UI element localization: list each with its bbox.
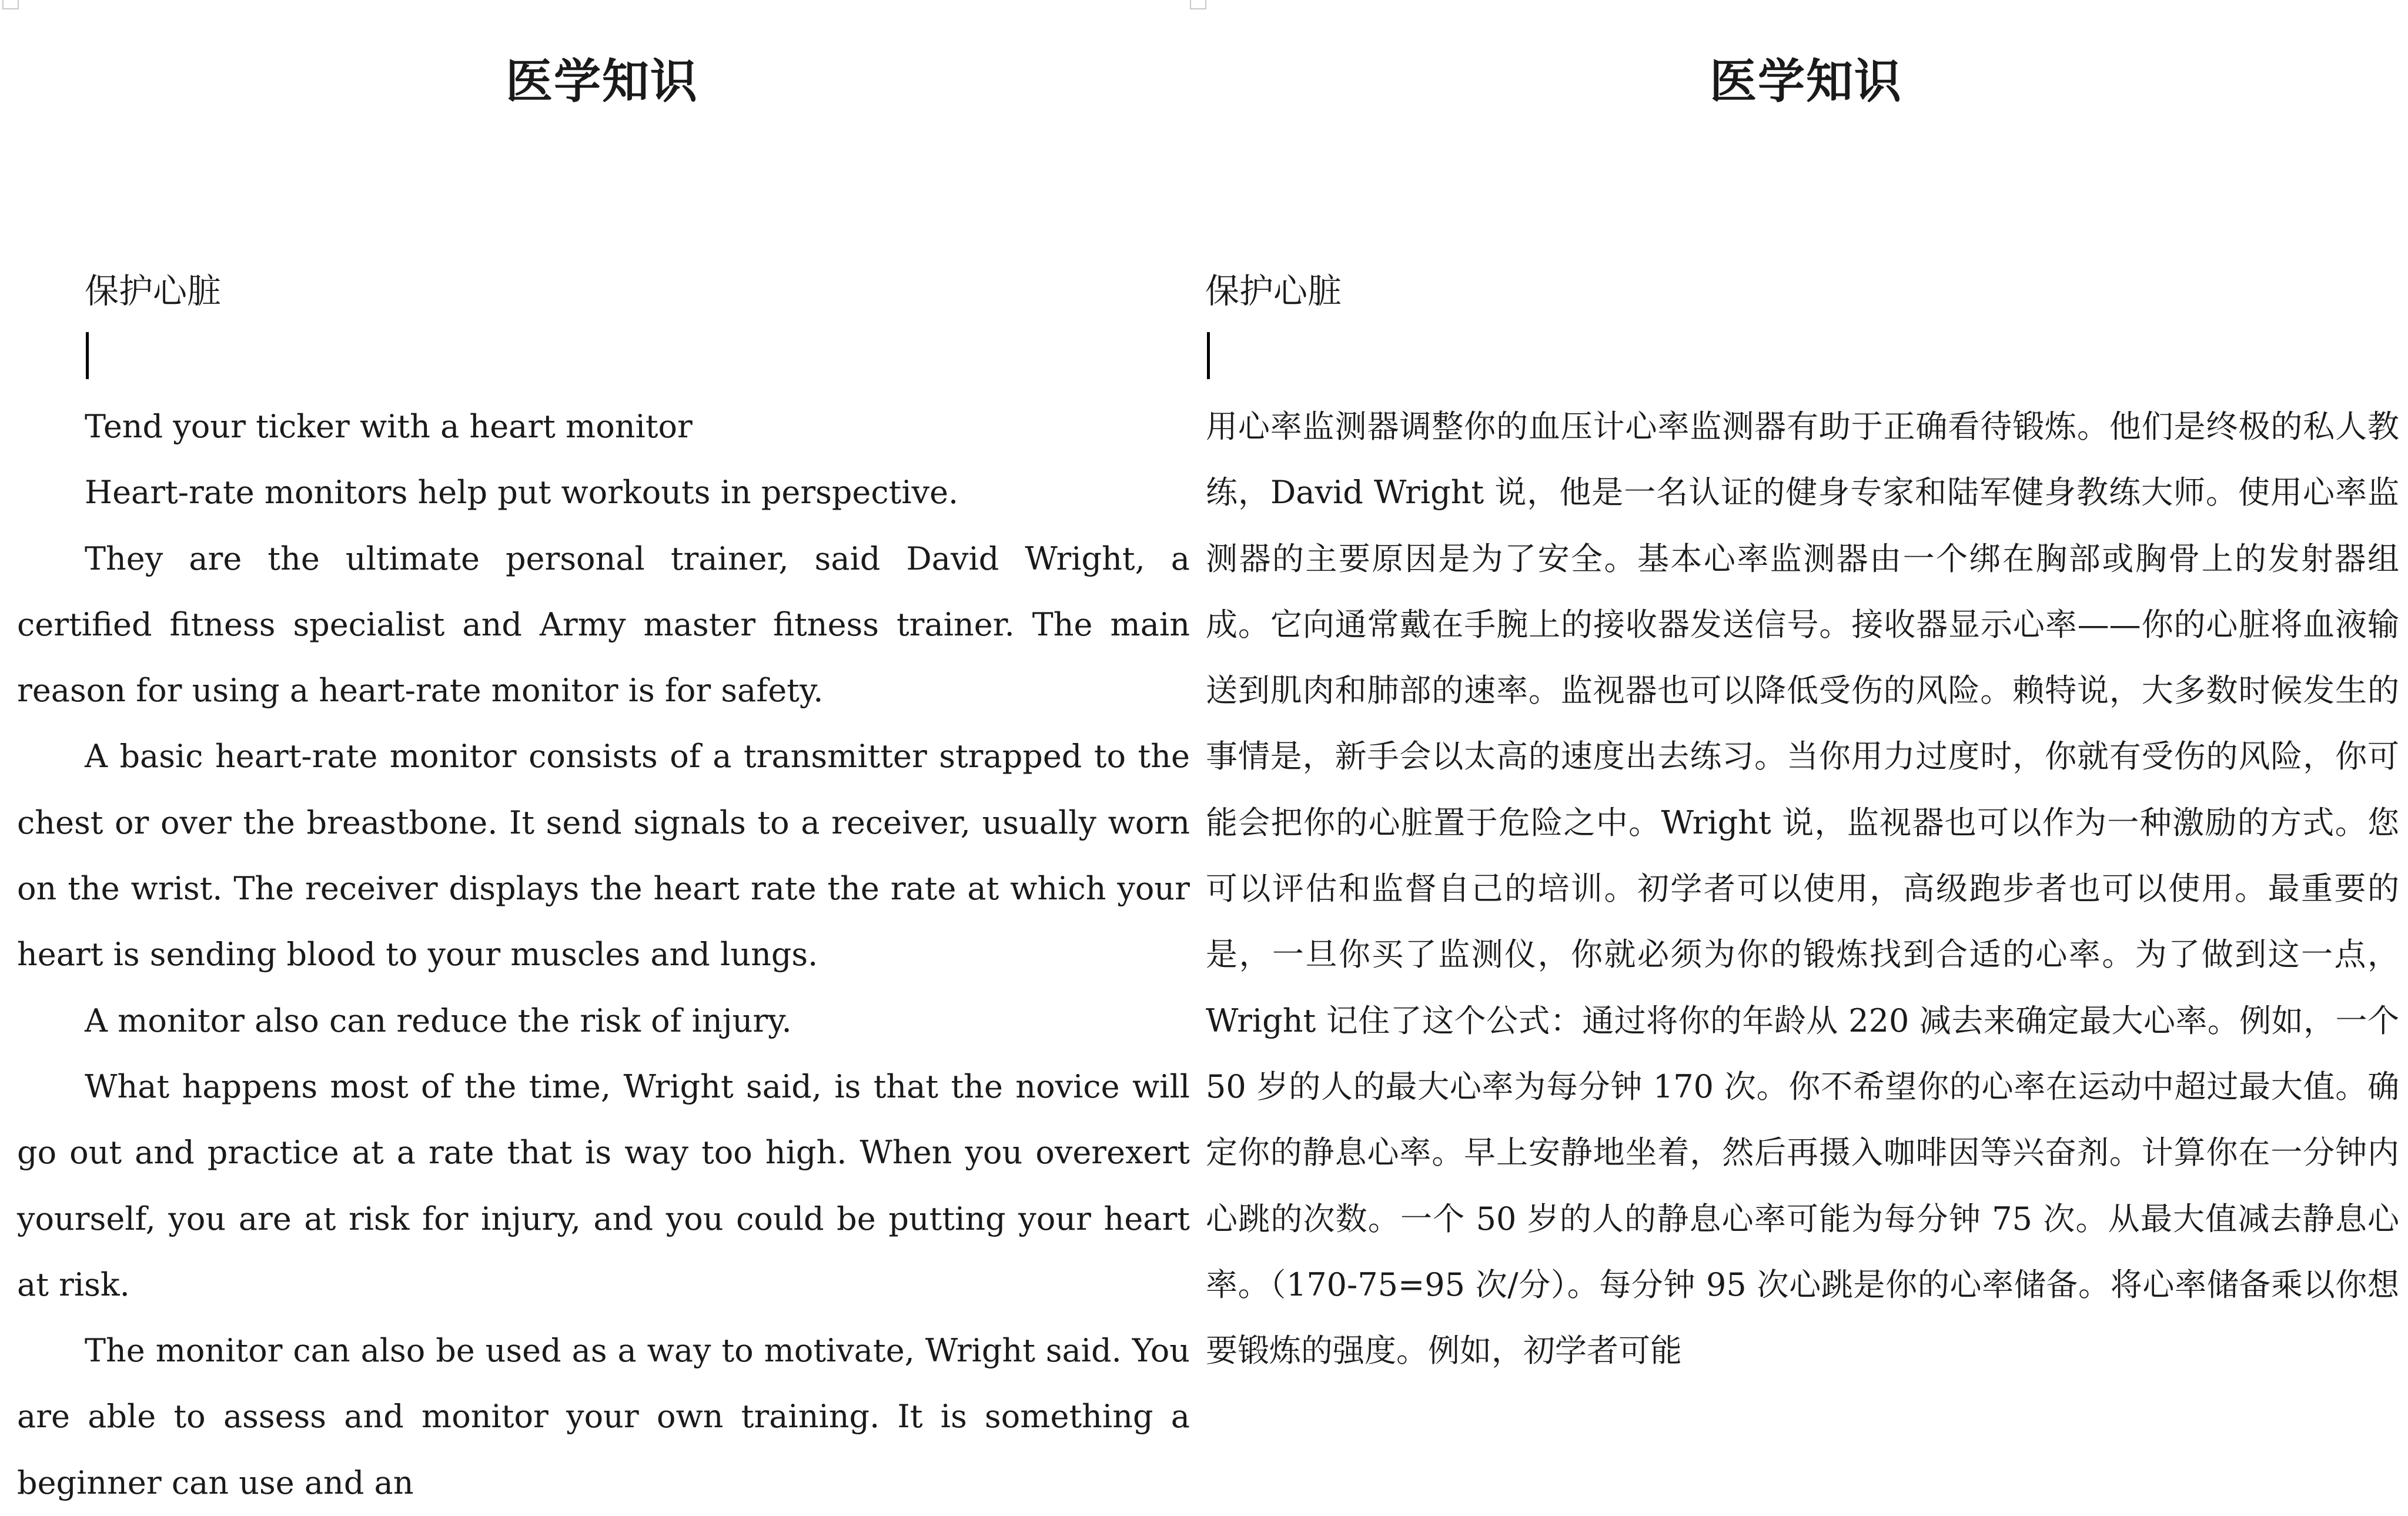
page-subtitle: 保护心脏 [85, 271, 222, 311]
paragraph: Heart-rate monitors help put workouts in perspective. [85, 474, 959, 511]
text-cursor [86, 332, 89, 379]
paragraph: What happens most of the time, Wright said, is that the novice will go out and practice at a rate that is way too high. When you overexert yourself, you are at risk for injury, and you could be putting your heart at risk. [17, 1067, 1190, 1303]
left-page [0, 0, 1204, 1501]
document-body[interactable] [1206, 394, 2399, 1384]
paragraph: They are the ultimate personal trainer, said David Wright, a certified fitness specialist and Army master fitness trainer. The main reason for using a heart-rate monitor is for safety. [17, 540, 1190, 710]
paragraph: A monitor also can reduce the risk of injury. [85, 1002, 792, 1039]
document-body[interactable] [17, 394, 1190, 1516]
page-title: 医学知识 [1710, 53, 1902, 109]
paragraph: Tend your ticker with a heart monitor [85, 408, 693, 445]
paragraph: A basic heart-rate monitor consists of a transmitter strapped to the chest or over the breastbone. It send signals to a receiver, usually worn on the wrist. The receiver displays the heart rate the rate at which your heart is sending blood to your muscles and lungs. [17, 738, 1190, 973]
text-cursor [1207, 332, 1210, 379]
right-page [1204, 0, 2408, 1370]
page-corner-mark [2, 0, 19, 9]
page-title: 医学知识 [506, 53, 698, 109]
page-corner-mark [1190, 0, 1206, 9]
page-subtitle: 保护心脏 [1205, 271, 1342, 311]
paragraph: The monitor can also be used as a way to motivate, Wright said. You are able to assess and monitor your own training. It is something a beginner can use and an [17, 1332, 1190, 1501]
paragraph: 用心率监测器调整你的血压计心率监测器有助于正确看待锻炼。他们是终极的私人教练，David Wright 说，他是一名认证的健身专家和陆军健身教练大师。使用心率监测器的主要原因是为了安全。基本心率监测器由一个绑在胸部或胸骨上的发射器组成。它向通常戴在手腕上的接收器发送信号。接收器显示心率——你的心脏将血液输送到肌肉和肺部的速率。监视器也可以降低受伤的风险。赖特说，大多数时候发生的事情是，新手会以太高的速度出去练习。当你用力过度时，你就有受伤的风险，你可能会把你的心脏置于危险之中。Wright 说，监视器也可以作为一种激励的方式。您可以评估和监督自己的培训。初学者可以使用，高级跑步者也可以使用。最重要的是，一旦你买了监测仪，你就必须为你的锻炼找到合适的心率。为了做到这一点，Wright 记住了这个公式：通过将你的年龄从 220 减去来确定最大心率。例如，一个 50 岁的人的最大心率为每分钟 170 次。你不希望你的心率在运动中超过最大值。确定你的静息心率。早上安静地坐着，然后再摄入咖啡因等兴奋剂。计算你在一分钟内心跳的次数。一个 50 岁的人的静息心率可能为每分钟 75 次。从最大值减去静息心率。（170-75=95 次/分）。每分钟 95 次心跳是你的心率储备。将心率储备乘以你想要锻炼的强度。例如，初学者可能 [1206, 408, 2399, 1370]
